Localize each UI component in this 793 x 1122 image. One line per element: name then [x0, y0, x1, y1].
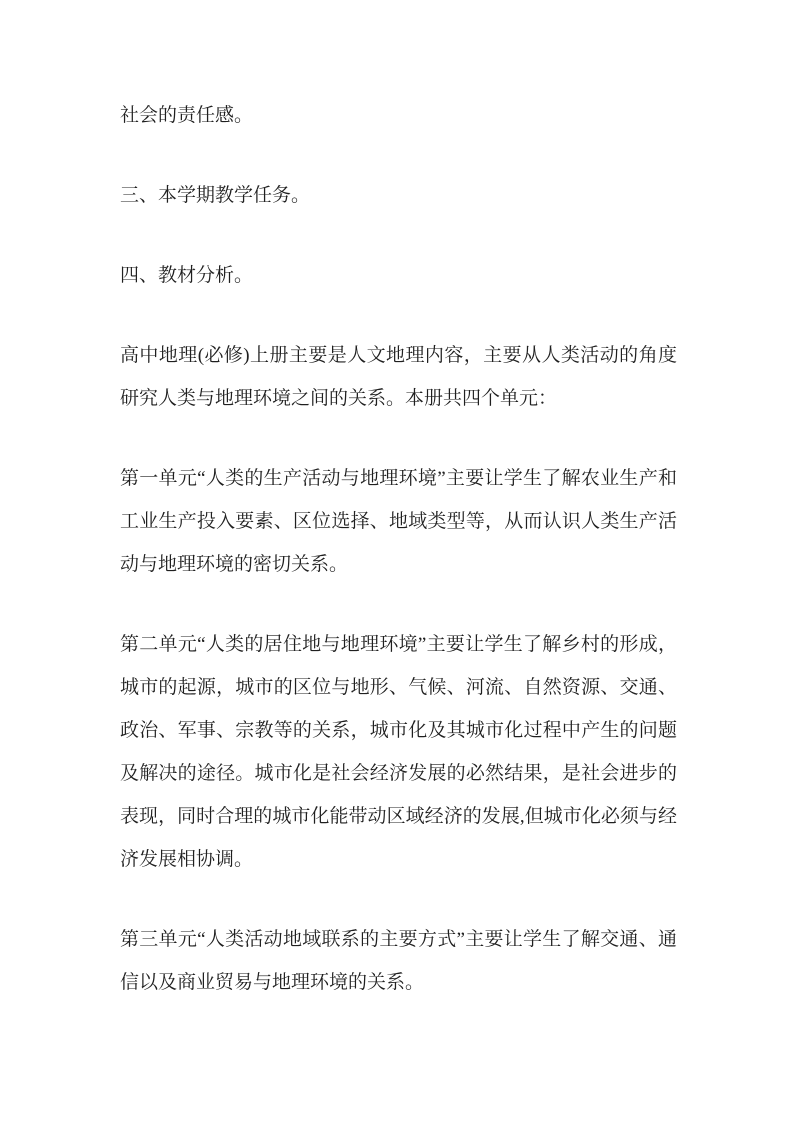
document-text-body — [120, 94, 677, 1004]
paragraph-social-responsibility: 社会的责任感。 — [120, 105, 254, 126]
paragraph-unit-1: 第一单元“人类的生产活动与地理环境”主要让学生了解农业生产和工业生产投入要素、区位选择、地域类型等，从而认识人类生产活动与地理环境的密切关系。 — [120, 468, 677, 575]
heading-section-3-teaching-tasks: 三、本学期教学任务。 — [120, 185, 311, 206]
paragraph-unit-3: 第三单元“人类活动地域联系的主要方式”主要让学生了解交通、通信以及商业贸易与地理环境的关系。 — [120, 929, 677, 993]
heading-section-4-textbook-analysis: 四、教材分析。 — [120, 265, 254, 286]
paragraph-unit-2: 第二单元“人类的居住地与地理环境”主要让学生了解乡村的形成，城市的起源，城市的区位与地形、气候、河流、自然资源、交通、政治、军事、宗教等的关系，城市化及其城市化过程中产生的问题及解决的途径。城市化是社会经济发展的必然结果，是社会进步的表现，同时合理的城市化能带动区域经济的发展,但城市化必须与经济发展相协调。 — [120, 634, 677, 870]
paragraph-textbook-overview: 高中地理(必修)上册主要是人文地理内容，主要从人类活动的角度研究人类与地理环境之间的关系。本册共四个单元： — [120, 345, 677, 409]
